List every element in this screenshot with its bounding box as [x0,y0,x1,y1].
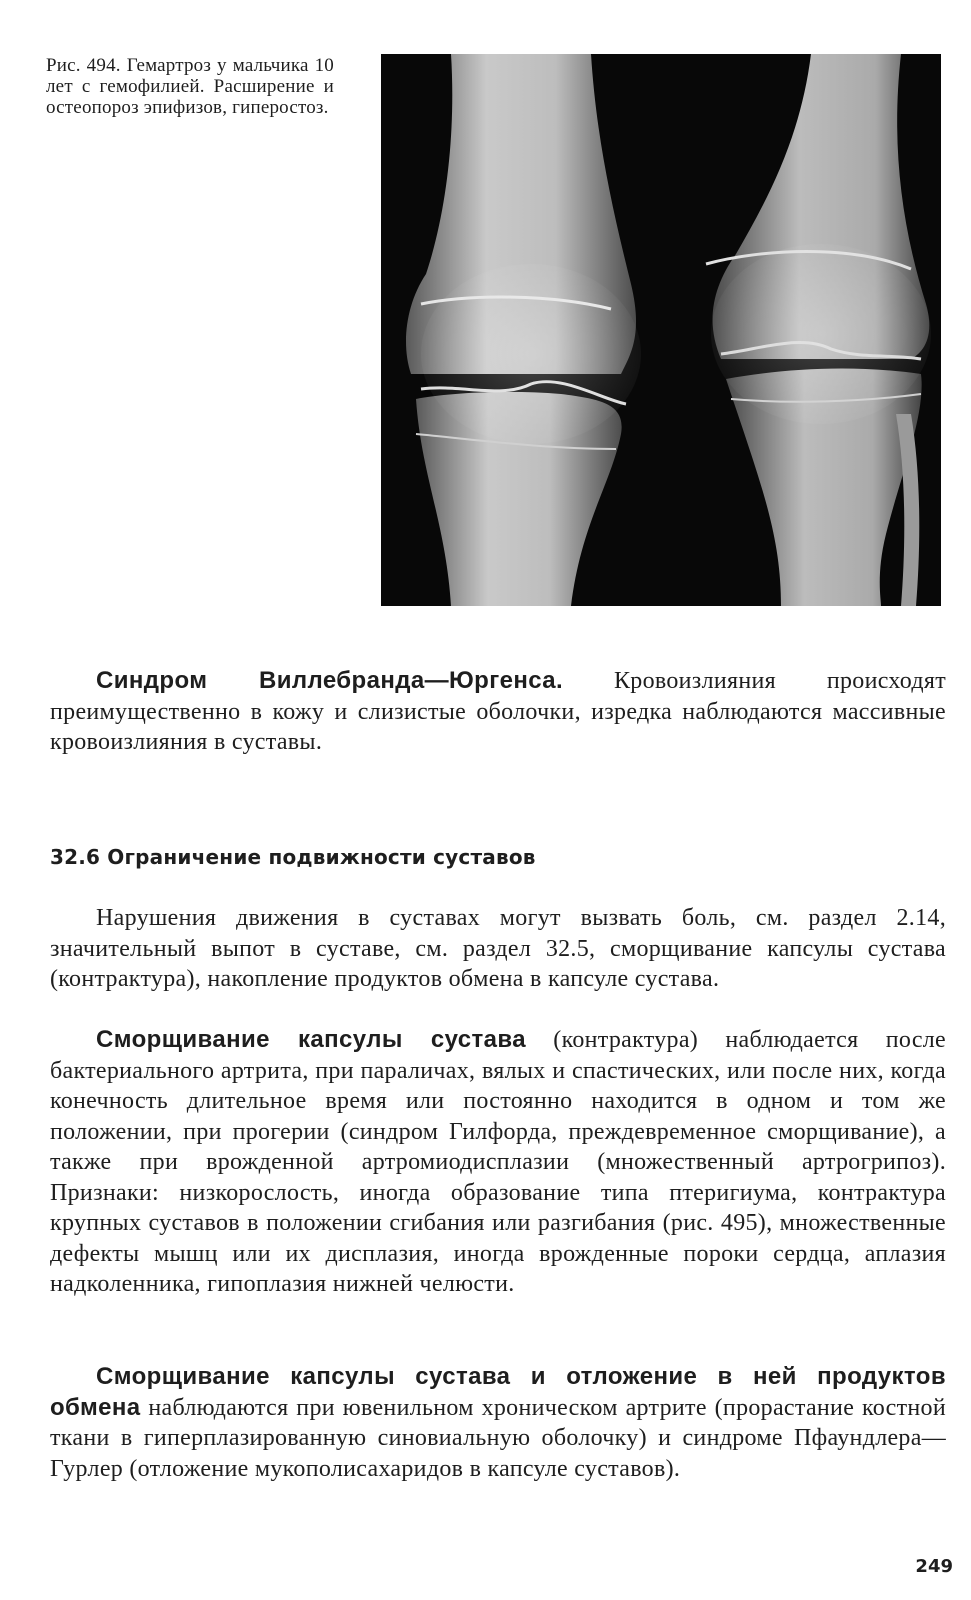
knee-xray-drawing [381,54,941,606]
paragraph-3 [50,1362,946,1484]
paragraph-3-term: Сморщивание капсулы сустава и отложение в ней продуктов обмена [50,1363,946,1421]
figure-caption: Рис. 494. Гемартроз у мальчика 10 лет с гемофилией. Расширение и остеопороз эпифизов, гиперостоз. [46,55,334,118]
paragraph-2-text: (контрактура) наблюдается после бактериального артрита, при параличах, вялых и спастических, или после них, когда конечность длительное время или постоянно находится в одном и том же положении, при прогерии (синдром Гилфорда, преждевременное сморщивание), а также при врожденной артромиодисплазии (множественный артрогрипоз). Признаки: низкорослость, иногда образование типа птеригиума, контрактура крупных суставов в положении сгибания или разгибания (рис. 495), множественные дефекты мышц или их дисплазия, иногда врожденные пороки сердца, аплазия надколенника, гипоплазия нижней челюсти. [50,1027,947,1297]
paragraph-2 [50,1025,946,1300]
willebrand-paragraph [50,666,946,758]
paragraph-3-text: наблюдаются при ювенильном хроническом артрите (прорастание костной ткани в гиперплазированную синовиальную оболочку) и синдроме Пфаундлера—Гурлер (отложение мукополисахаридов в капсуле суставов). [50,1394,946,1482]
paragraph-1: Нарушения движения в суставах могут вызвать боль, см. раздел 2.14, значительный выпот в суставе, см. раздел 32.5, сморщивание капсулы сустава (контрактура), накопление продуктов обмена в капсуле сустава. [50,905,946,992]
section-heading: 32.6 Ограничение подвижности суставов [50,845,536,869]
willebrand-text: Кровоизлияния происходят преимущественно в кожу и слизистые оболочки, изредка наблюдаются массивные кровоизлияния в суставы. [50,668,946,755]
page-number: 249 [915,1556,953,1577]
willebrand-term: Синдром Виллебранда—Юргенса. [96,667,564,694]
xray-image [381,54,941,606]
paragraph-2-term: Сморщивание капсулы сустава [96,1026,526,1053]
